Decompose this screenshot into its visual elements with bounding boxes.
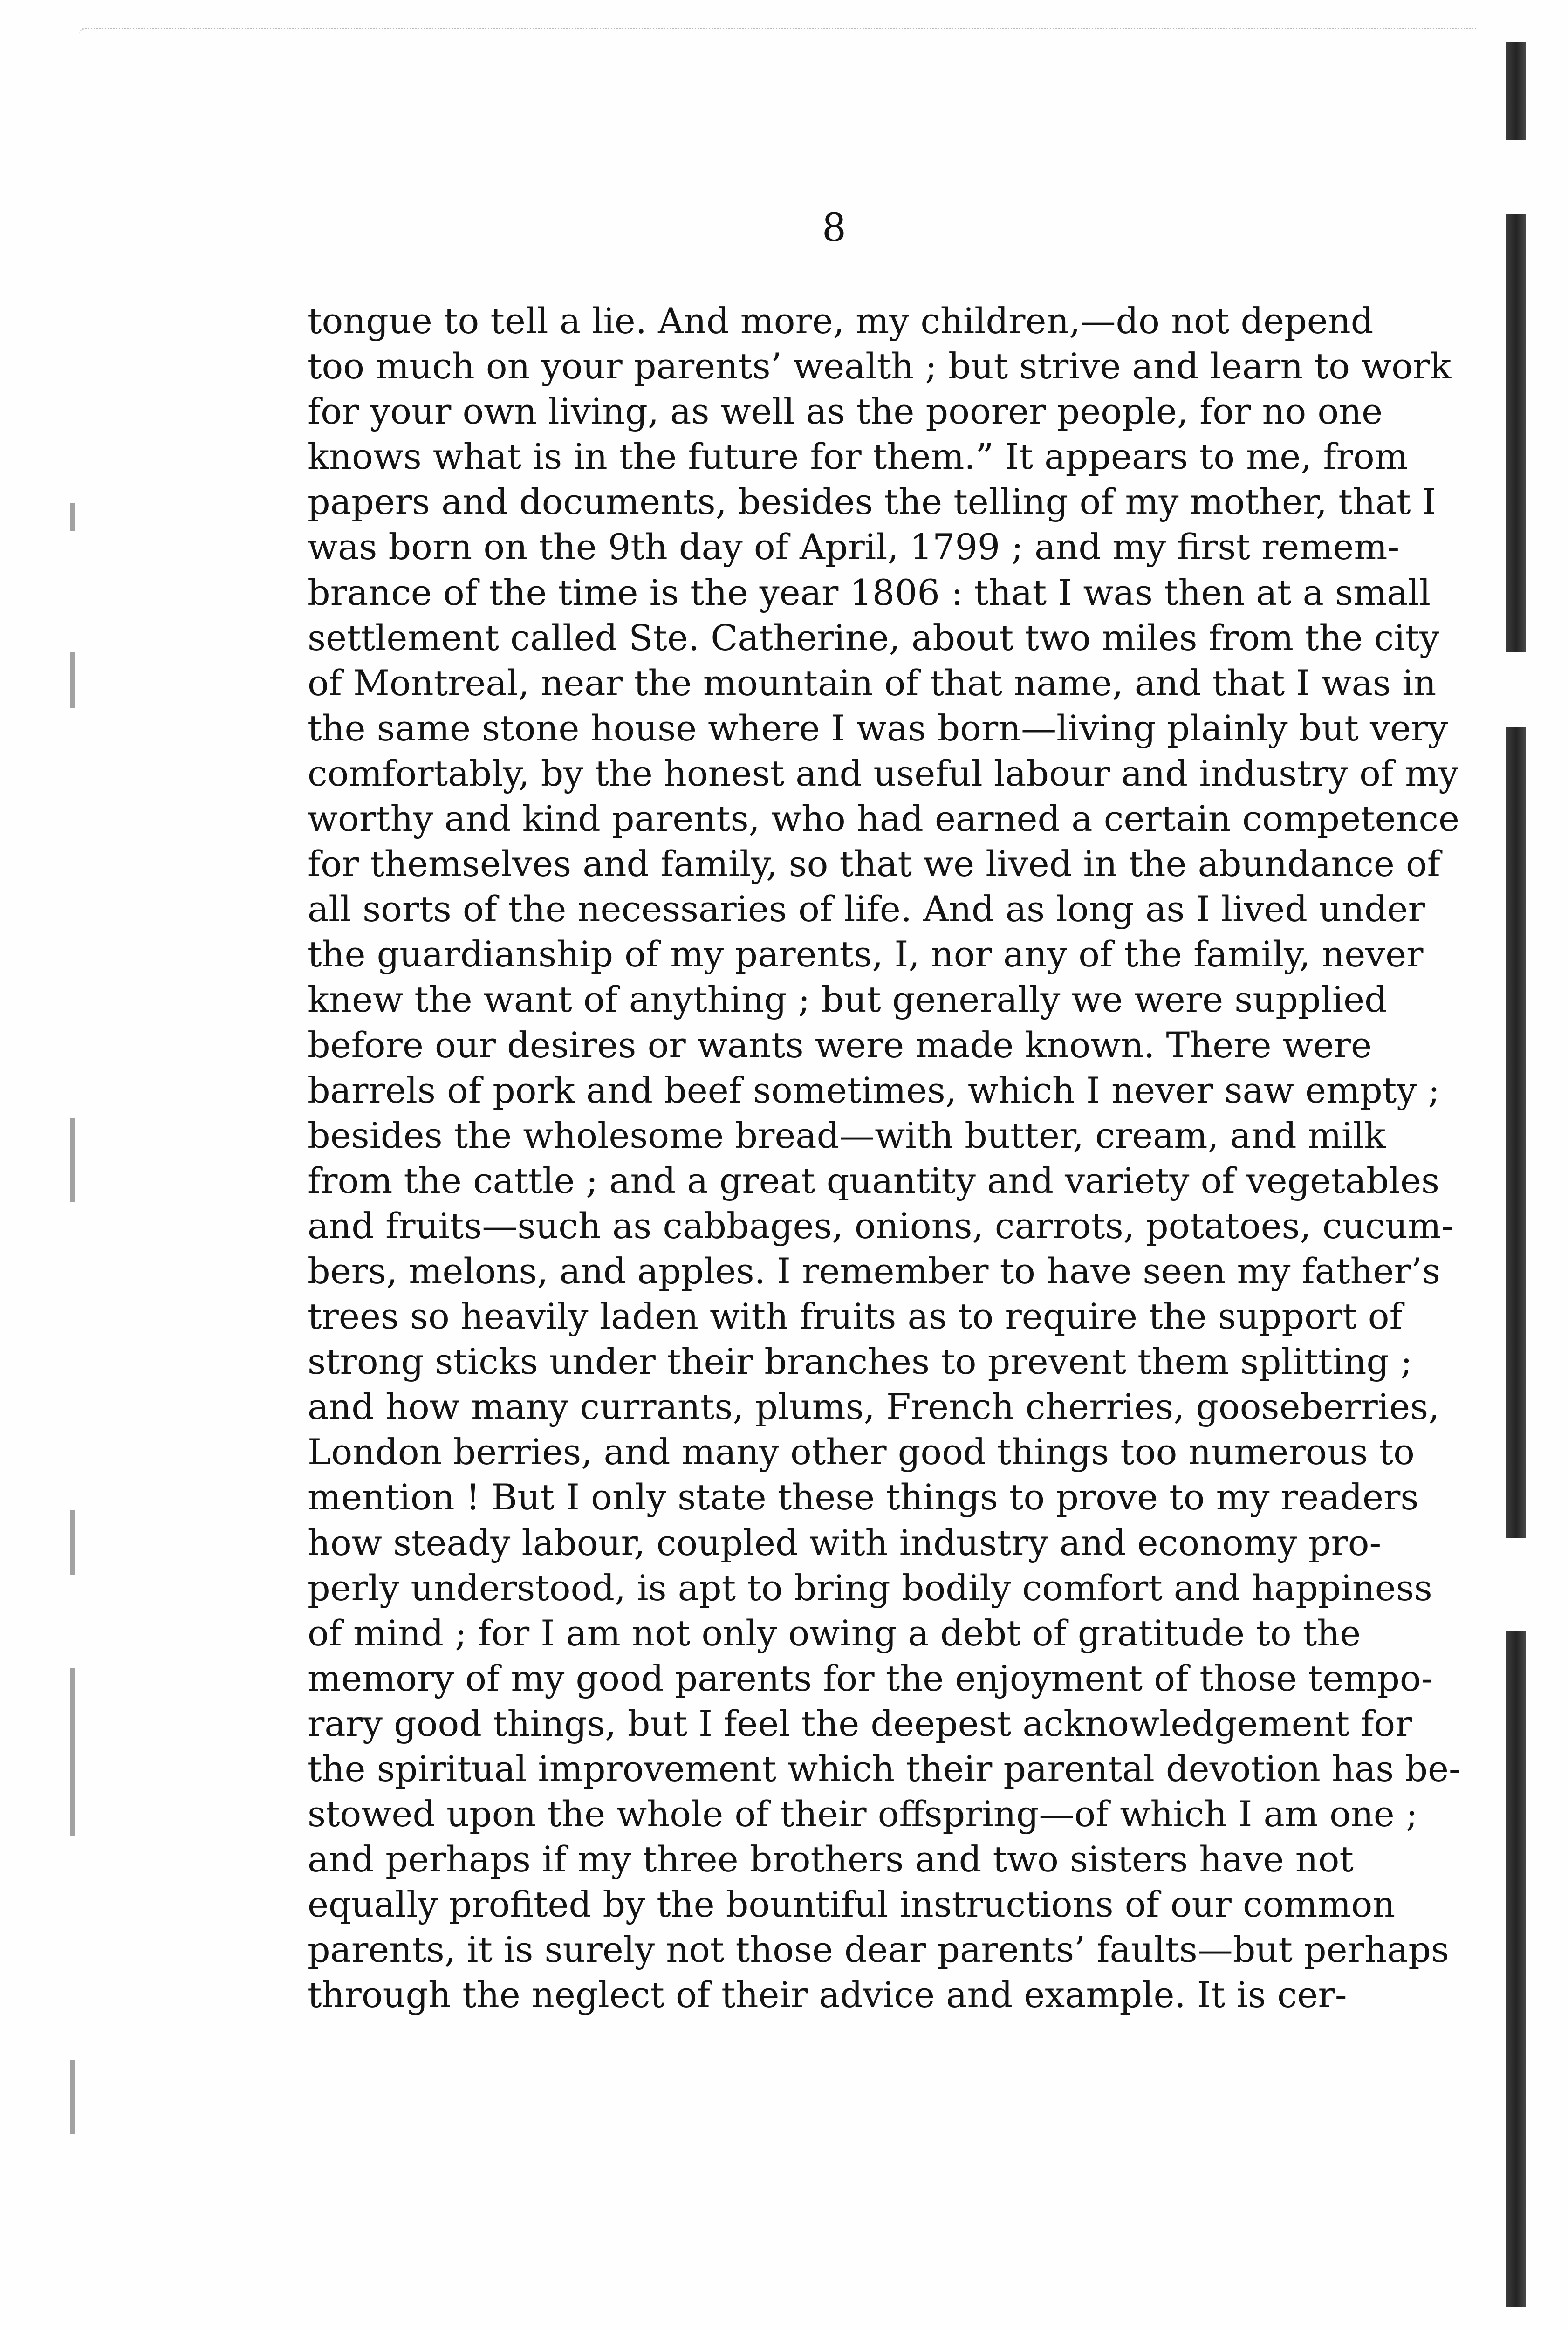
text-line: comfortably, by the honest and useful labour and industry of my bbox=[308, 752, 1459, 794]
scan-mark-left bbox=[70, 652, 75, 708]
text-line: too much on your parents’ wealth ; but strive and learn to work bbox=[308, 345, 1452, 387]
text-line: brance of the time is the year 1806 : that I was then at a small bbox=[308, 571, 1431, 613]
text-line: London berries, and many other good things too numerous to bbox=[308, 1431, 1415, 1473]
scan-mark-left bbox=[70, 2060, 75, 2134]
scan-edge-gap bbox=[1505, 652, 1527, 727]
scan-edge-gap bbox=[1505, 1538, 1527, 1631]
scan-edge-top bbox=[79, 28, 1477, 34]
text-line: for your own living, as well as the poorer people, for no one bbox=[308, 391, 1383, 432]
text-line: worthy and kind parents, who had earned a certain competence bbox=[308, 798, 1459, 840]
scan-mark-left bbox=[70, 1118, 75, 1202]
scan-mark-left bbox=[70, 503, 75, 531]
text-line: papers and documents, besides the telling of my mother, that I bbox=[308, 481, 1436, 523]
text-line: how steady labour, coupled with industry and economy pro- bbox=[308, 1521, 1382, 1563]
text-line: settlement called Ste. Catherine, about two miles from the city bbox=[308, 617, 1440, 658]
text-line: and fruits—such as cabbages, onions, carrots, potatoes, cucum- bbox=[308, 1205, 1453, 1247]
text-line: tongue to tell a lie. And more, my children,—do not depend bbox=[308, 300, 1374, 342]
text-line: mention ! But I only state these things to prove to my readers bbox=[308, 1476, 1419, 1518]
text-line: memory of my good parents for the enjoyment of those tempo- bbox=[308, 1657, 1433, 1699]
body-text bbox=[308, 298, 1461, 2018]
text-line: rary good things, but I feel the deepest acknowledgement for bbox=[308, 1702, 1412, 1744]
text-line: besides the wholesome bread—with butter, cream, and milk bbox=[308, 1114, 1386, 1156]
text-line: parents, it is surely not those dear parents’ faults—but perhaps bbox=[308, 1929, 1449, 1971]
text-line: and perhaps if my three brothers and two sisters have not bbox=[308, 1838, 1354, 1880]
text-line: perly understood, is apt to bring bodily comfort and happiness bbox=[308, 1567, 1432, 1609]
text-line: of Montreal, near the mountain of that name, and that I was in bbox=[308, 662, 1437, 704]
scan-mark-left bbox=[70, 1668, 75, 1836]
text-line: before our desires or wants were made known. There were bbox=[308, 1024, 1372, 1066]
page-number: 8 bbox=[822, 206, 847, 250]
text-line: bers, melons, and apples. I remember to have seen my father’s bbox=[308, 1250, 1441, 1292]
text-line: trees so heavily laden with fruits as to require the support of bbox=[308, 1295, 1403, 1337]
text-line: strong sticks under their branches to prevent them splitting ; bbox=[308, 1341, 1412, 1383]
text-line: the same stone house where I was born—living plainly but very bbox=[308, 707, 1448, 749]
text-line: the guardianship of my parents, I, nor any of the family, never bbox=[308, 933, 1424, 975]
text-line: from the cattle ; and a great quantity and variety of vegetables bbox=[308, 1159, 1439, 1201]
text-line: for themselves and family, so that we lived in the abundance of bbox=[308, 843, 1440, 885]
text-line: the spiritual improvement which their parental devotion has be- bbox=[308, 1748, 1461, 1789]
text-line: through the neglect of their advice and example. It is cer- bbox=[308, 1974, 1347, 2016]
text-line: equally profited by the bountiful instructions of our common bbox=[308, 1884, 1396, 1926]
scan-edge-gap bbox=[1505, 140, 1527, 214]
text-line: and how many currants, plums, French cherries, gooseberries, bbox=[308, 1386, 1440, 1428]
text-line: barrels of pork and beef sometimes, which I never saw empty ; bbox=[308, 1069, 1440, 1111]
text-line: of mind ; for I am not only owing a debt of gratitude to the bbox=[308, 1612, 1361, 1654]
text-line: knew the want of anything ; but generally we were supplied bbox=[308, 979, 1387, 1021]
scan-edge-right bbox=[1506, 42, 1526, 2307]
text-line: knows what is in the future for them.” It appears to me, from bbox=[308, 436, 1408, 478]
text-line: was born on the 9th day of April, 1799 ; and my first remem- bbox=[308, 526, 1400, 568]
text-line: all sorts of the necessaries of life. And as long as I lived under bbox=[308, 888, 1425, 930]
text-line: stowed upon the whole of their offspring—of which I am one ; bbox=[308, 1793, 1418, 1835]
scan-mark-left bbox=[70, 1510, 75, 1575]
